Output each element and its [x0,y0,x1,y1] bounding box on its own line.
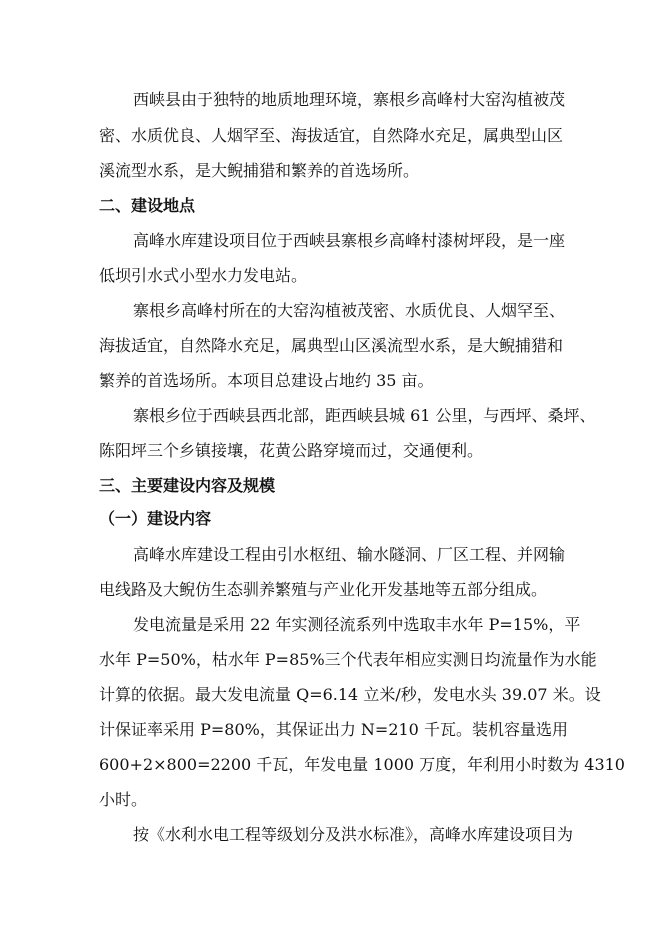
paragraph-line: 西峡县由于独特的地质地理环境，寨根乡高峰村大窑沟植被茂 [133,90,566,109]
paragraph-line: 电线路及大鲵仿生态驯养繁殖与产业化开发基地等五部分组成。 [99,580,548,599]
paragraph-line: 高峰水库建设工程由引水枢纽、输水隧洞、厂区工程、并网输 [133,545,566,564]
paragraph-line: 低坝引水式小型水力发电站。 [99,266,308,285]
subsection-heading: （一）建设内容 [99,509,212,528]
section-heading: 二、建设地点 [99,196,196,215]
paragraph-line: 水年 P=50%，枯水年 P=85%三个代表年相应实测日均流量作为水能 [99,650,597,669]
paragraph-line: 密、水质优良、人烟罕至、海拔适宜，自然降水充足，属典型山区 [99,126,564,145]
paragraph-line: 计算的依据。最大发电流量 Q=6.14 立米/秒，发电水头 39.07 米。设 [99,685,601,704]
paragraph-line: 计保证率采用 P=80%，其保证出力 N=210 千瓦。装机容量选用 [99,720,568,739]
paragraph-line: 溪流型水系，是大鲵捕猎和繁养的首选场所。 [99,161,420,180]
paragraph-line: 寨根乡高峰村所在的大窑沟植被茂密、水质优良、人烟罕至、 [133,301,566,320]
paragraph-line: 发电流量是采用 22 年实测径流系列中选取丰水年 P=15%，平 [133,615,581,634]
paragraph-line: 寨根乡位于西峡县西北部，距西峡县城 61 公里，与西坪、桑坪、 [133,406,596,425]
paragraph-line: 小时。 [99,790,148,809]
section-heading: 三、主要建设内容及规模 [99,476,276,495]
paragraph-line: 陈阳坪三个乡镇接壤，花黄公路穿境而过，交通便利。 [99,441,484,460]
paragraph-line: 600+2×800=2200 千瓦，年发电量 1000 万度，年利用小时数为 4310 [99,755,625,774]
paragraph-line: 繁养的首选场所。本项目总建设占地约 35 亩。 [99,371,434,390]
paragraph-line: 按《水利水电工程等级划分及洪水标准》，高峰水库建设项目为 [133,825,574,844]
paragraph-line: 高峰水库建设项目位于西峡县寨根乡高峰村漆树坪段，是一座 [133,231,566,250]
paragraph-line: 海拔适宜，自然降水充足，属典型山区溪流型水系，是大鲵捕猎和 [99,336,564,355]
